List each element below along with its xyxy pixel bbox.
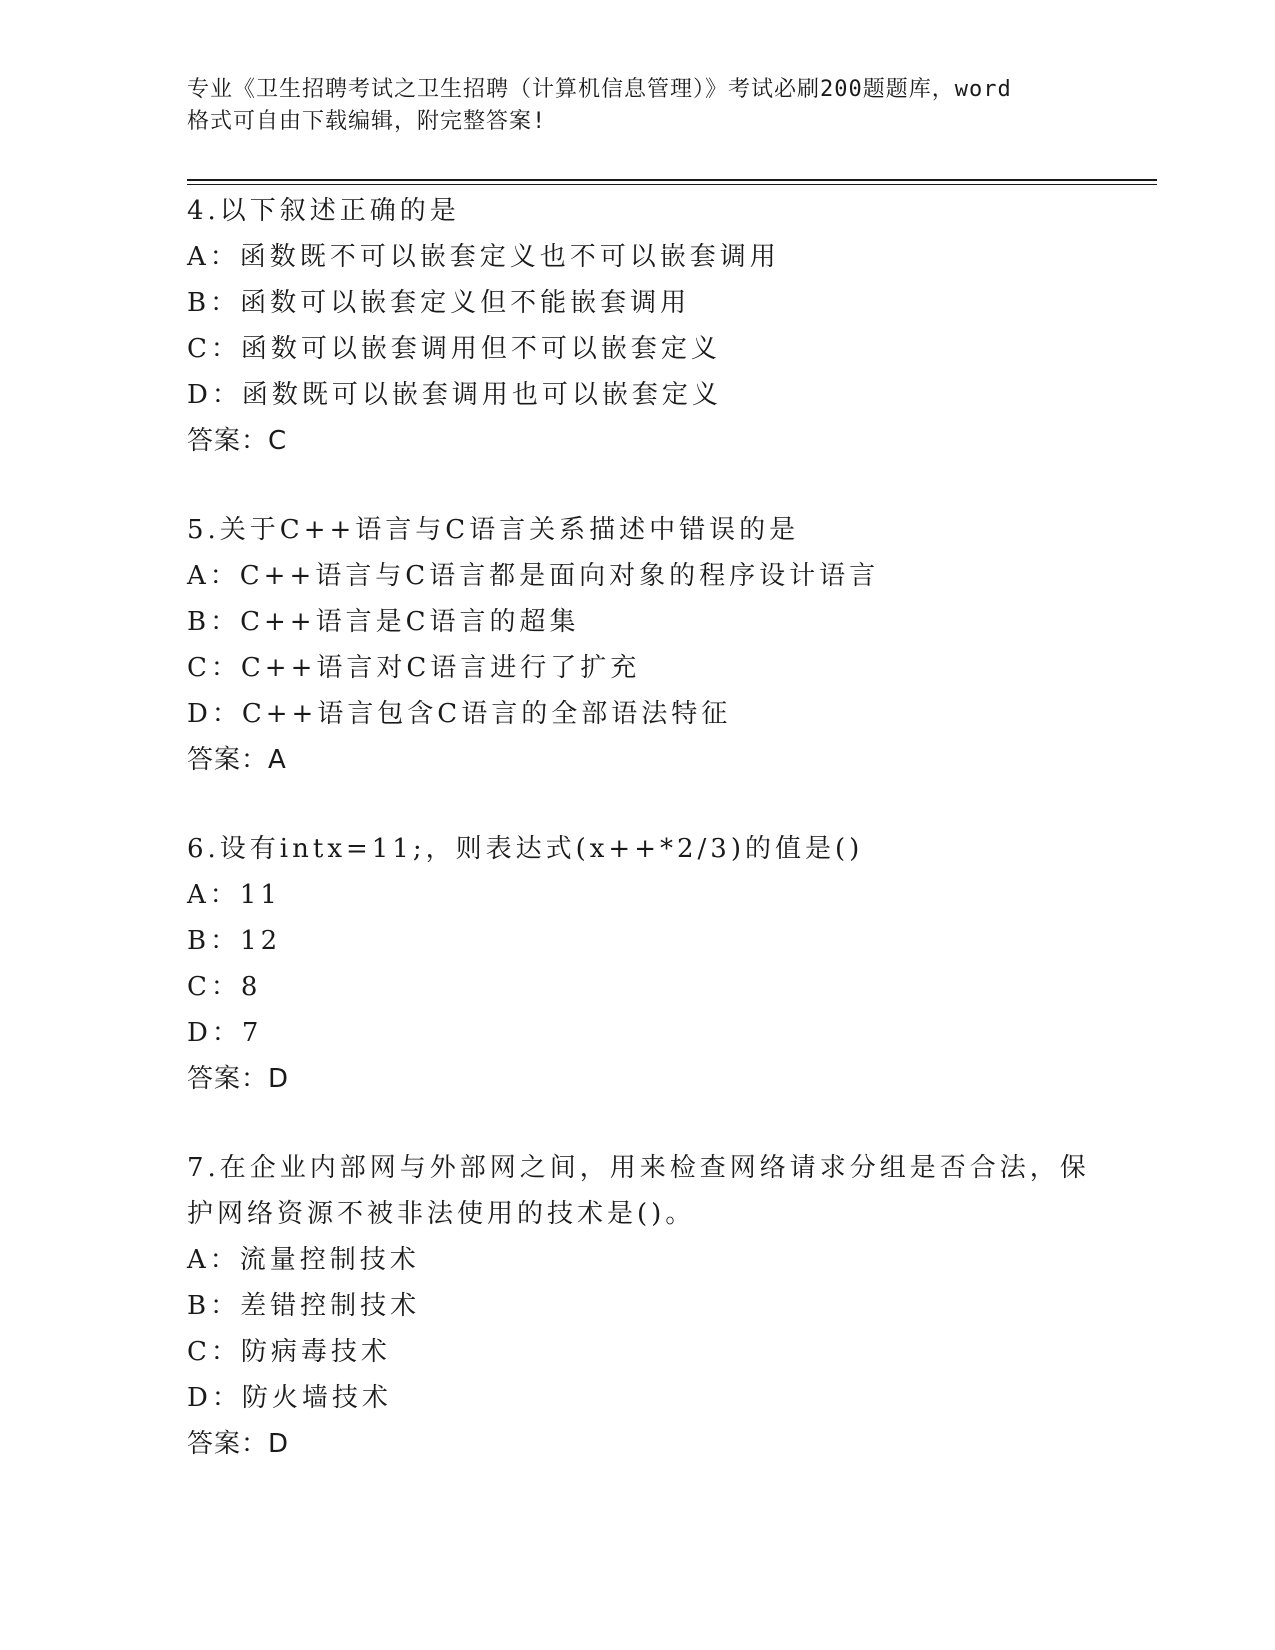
question-text: 6.设有intx=11;，则表达式(x++*2/3)的值是() <box>187 834 864 864</box>
question-4 <box>187 188 1087 464</box>
question-text-line-2: 护网络资源不被非法使用的技术是()。 <box>187 1199 696 1229</box>
header-divider-thick <box>187 179 1157 181</box>
option-c: C：8 <box>187 972 262 1002</box>
header-divider-thin <box>187 184 1157 185</box>
answer-label: 答案：A <box>187 745 287 775</box>
header-line-2: 格式可自由下载编辑，附完整答案! <box>187 109 547 134</box>
answer-label: 答案：C <box>187 426 288 456</box>
option-d: D：C++语言包含C语言的全部语法特征 <box>187 699 732 729</box>
option-d: D：防火墙技术 <box>187 1383 392 1413</box>
answer-label: 答案：D <box>187 1429 290 1459</box>
question-list <box>187 188 1090 1510</box>
document-header <box>187 74 1087 138</box>
option-a: A：函数既不可以嵌套定义也不可以嵌套调用 <box>187 242 780 272</box>
header-line-1: 专业《卫生招聘考试之卫生招聘（计算机信息管理）》考试必刷200题题库，word <box>187 77 1012 102</box>
option-b: B：函数可以嵌套定义但不能嵌套调用 <box>187 288 691 318</box>
option-c: C：函数可以嵌套调用但不可以嵌套定义 <box>187 334 721 364</box>
option-d: D：7 <box>187 1018 263 1048</box>
option-c: C：C++语言对C语言进行了扩充 <box>187 653 641 683</box>
question-6 <box>187 826 1087 1102</box>
option-b: B：C++语言是C语言的超集 <box>187 607 580 637</box>
answer-label: 答案：D <box>187 1064 290 1094</box>
question-5 <box>187 507 1087 783</box>
option-a: A：11 <box>187 880 281 910</box>
option-b: B：差错控制技术 <box>187 1291 421 1321</box>
option-b: B：12 <box>187 926 282 956</box>
option-d: D：函数既可以嵌套调用也可以嵌套定义 <box>187 380 722 410</box>
option-a: A：流量控制技术 <box>187 1245 420 1275</box>
question-7 <box>187 1145 1090 1467</box>
question-text-line-1: 7.在企业内部网与外部网之间，用来检查网络请求分组是否合法，保 <box>187 1153 1090 1183</box>
question-text: 4.以下叙述正确的是 <box>187 196 460 226</box>
option-a: A：C++语言与C语言都是面向对象的程序设计语言 <box>187 561 880 591</box>
question-text: 5.关于C++语言与C语言关系描述中错误的是 <box>187 515 800 545</box>
option-c: C：防病毒技术 <box>187 1337 391 1367</box>
